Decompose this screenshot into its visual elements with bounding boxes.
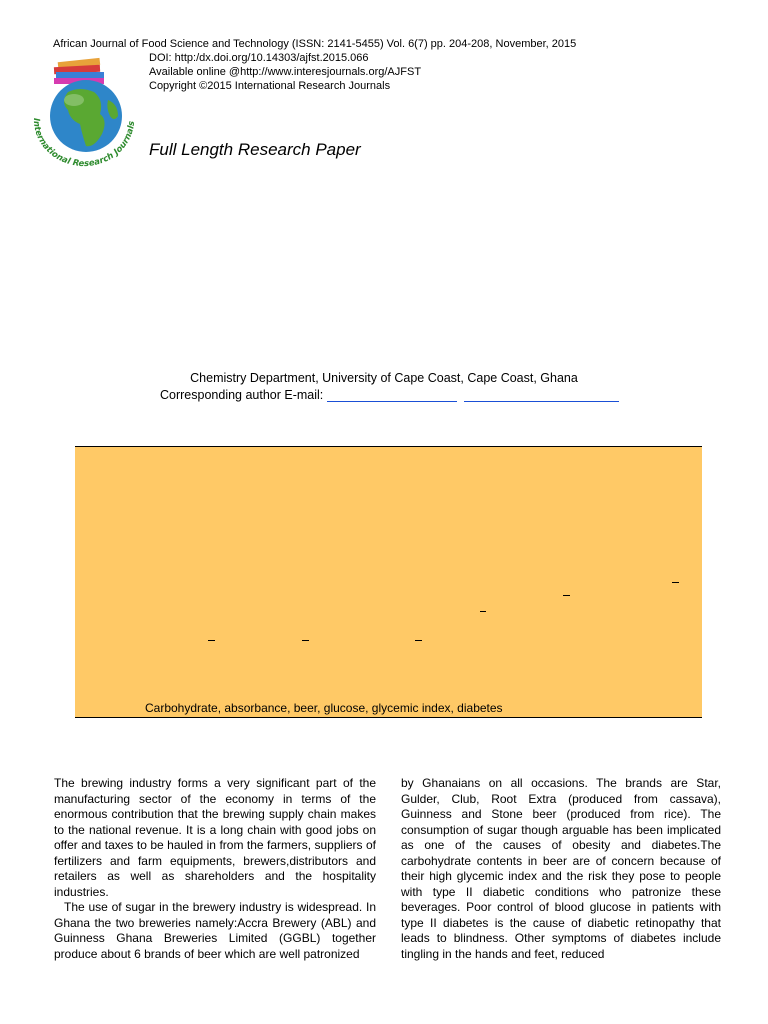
logo-arc-text: International Research Journals [30,117,138,168]
email-link-2[interactable] [464,401,619,402]
corresponding-author-label: Corresponding author E-mail: [160,388,324,402]
abstract-box [75,446,702,718]
redacted-mark [415,640,422,641]
journal-logo [24,56,142,168]
redacted-mark [480,611,486,612]
redacted-mark [672,582,679,583]
body-column-left [54,776,376,962]
paper-type-label: Full Length Research Paper [149,140,361,159]
body-column-right [401,776,721,962]
author-affiliation: Chemistry Department, University of Cape Coast, Cape Coast, Ghana [190,371,578,385]
paragraph: by Ghanaians on all occasions. The brands are Star, Gulder, Club, Root Extra (produced from cassava), Guinness and Stone beer (produced from rice). The consumption of sugar though arguable has been implicated as one of the causes of obesity and diabetes.The carbohydrate contents in beer are of concern because of their high glycemic index and the risk they pose to people with type II diabetic conditions who patronize these beverages. Poor control of blood glucose in patients with type II diabetes is the cause of diabetic retinopathy that leads to blindness. Other symptoms of diabetes include tingling in the hands and feet, reduced [401,776,721,961]
journal-citation: African Journal of Food Science and Technology (ISSN: 2141-5455) Vol. 6(7) pp. 204-208, November, 2015 [53,38,577,50]
redacted-mark [563,595,570,596]
available-online-line: Available online @http://www.interesjournals.org/AJFST [149,66,422,78]
doi-line: DOI: http:/dx.doi.org/10.14303/ajfst.2015.066 [149,52,369,64]
paragraph: The brewing industry forms a very significant part of the manufacturing sector of the economy in terms of the enormous contribution that the brewing supply chain makes to the national revenue. It is a long chain with good jobs on offer and taxes to be hauled in from the farmers, suppliers of fertilizers and farm equipments, brewers,distributors and retailers as well as shareholders and the hospitality industries. [54,776,376,899]
redacted-mark [302,640,309,641]
redacted-mark [208,640,215,641]
paragraph: The use of sugar in the brewery industry is widespread. In Ghana the two breweries namely:Accra Brewery (ABL) and Guinness Ghana Breweries Limited (GGBL) together produce about 6 brands of beer which are well patronized [54,900,376,961]
copyright-line: Copyright ©2015 International Research Journals [149,80,391,92]
keywords: Carbohydrate, absorbance, beer, glucose, glycemic index, diabetes [145,701,503,715]
email-link-1[interactable] [327,401,457,402]
